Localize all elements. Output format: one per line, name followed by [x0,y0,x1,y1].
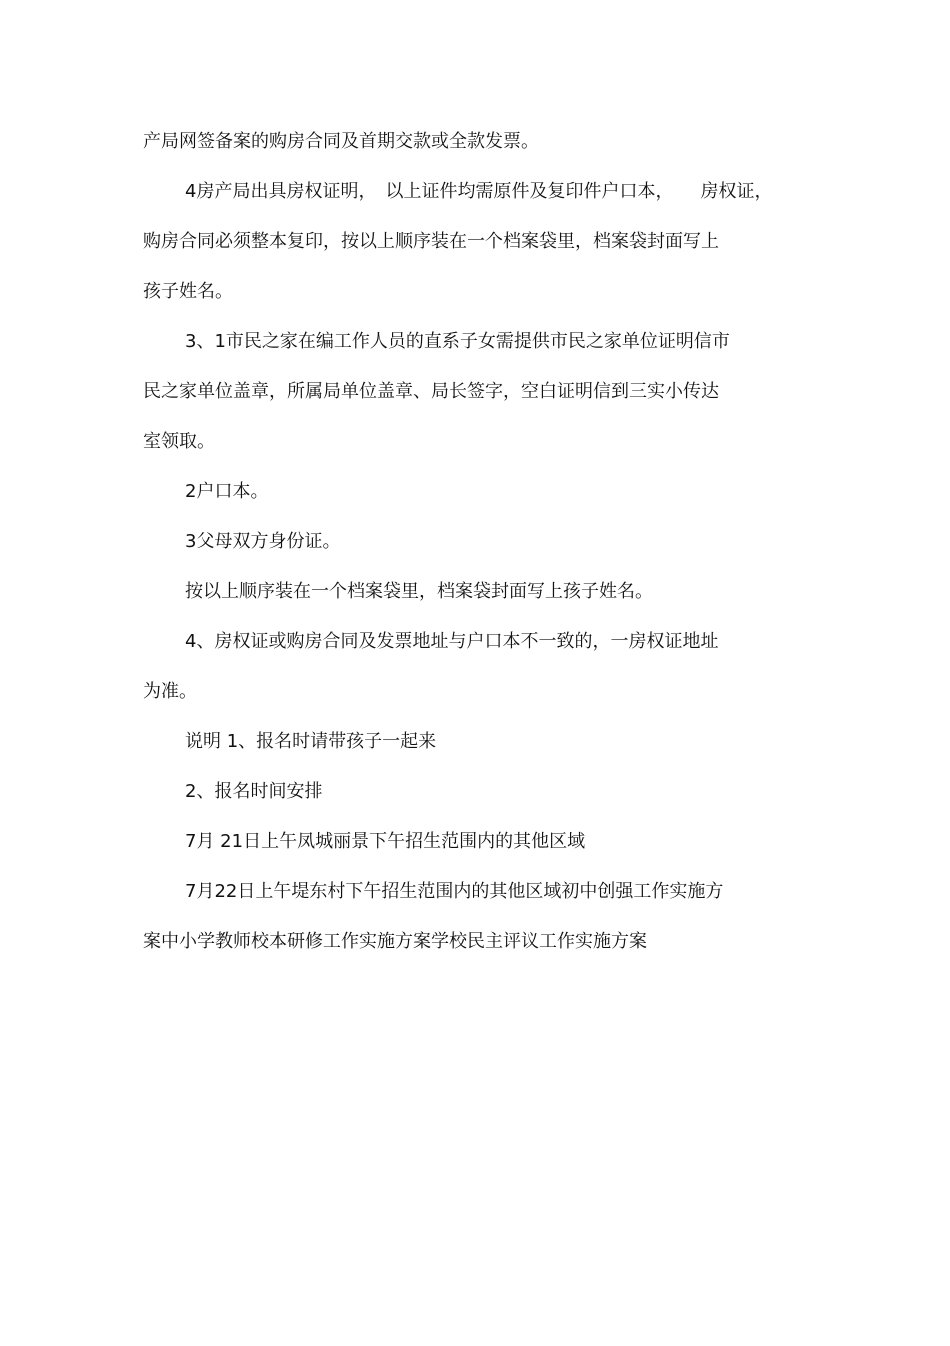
text-line-2: 4房产局出具房权证明， 以上证件均需原件及复印件户口本， 房权证， [185,181,773,202]
text-line-4: 孩子姓名。 [143,281,233,302]
text-line-15: 7月 21日上午凤城丽景下午招生范围内的其他区域 [185,831,586,852]
text-line-6: 民之家单位盖章，所属局单位盖章、局长签字，空白证明信到三实小传达 [143,381,719,402]
text-line-12: 为准。 [143,681,197,702]
text-line-16: 7月22日上午堤东村下午招生范围内的其他区域初中创强工作实施方 [185,881,724,902]
text-line-11: 4、房权证或购房合同及发票地址与户口本不一致的，一房权证地址 [185,631,719,652]
text-line-13: 说明 1、报名时请带孩子一起来 [185,731,437,752]
text-line-8: 2户口本。 [185,481,269,502]
text-line-1: 产局网签备案的购房合同及首期交款或全款发票。 [143,131,539,152]
text-line-7: 室领取。 [143,431,215,452]
text-line-10: 按以上顺序装在一个档案袋里，档案袋封面写上孩子姓名。 [185,581,653,602]
text-line-3: 购房合同必须整本复印，按以上顺序装在一个档案袋里，档案袋封面写上 [143,231,719,252]
text-line-5: 3、1市民之家在编工作人员的直系子女需提供市民之家单位证明信市 [185,331,730,352]
text-line-14: 2、报名时间安排 [185,781,323,802]
text-line-17: 案中小学教师校本研修工作实施方案学校民主评议工作实施方案 [143,931,647,952]
text-line-9: 3父母双方身份证。 [185,531,341,552]
